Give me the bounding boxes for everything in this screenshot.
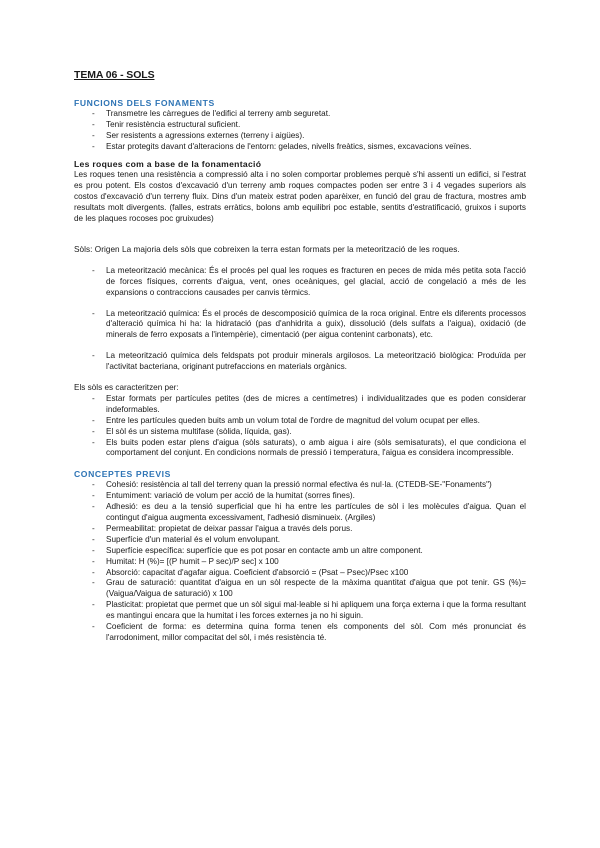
- list-item: - Superfície específica: superfície que es pot posar en contacte amb un altre component.: [74, 546, 526, 557]
- list-item: - Permeabilitat: propietat de deixar passar l'aigua a través dels porus.: [74, 524, 526, 535]
- list-meteoritzacio: [74, 266, 526, 373]
- list-item: - Transmetre les càrregues de l'edifici al terreny amb seguretat.: [74, 109, 526, 120]
- list-item: - Adhesió: es deu a la tensió superficial que hi ha entre les partícules de sòl i les molècules d'aigua. Quan el contingut d'aigua augmenta excessivament, l'adhesió disminueix. (Argiles): [74, 502, 526, 524]
- list-item: - El sòl és un sistema multifase (sòlida, líquida, gas).: [74, 427, 526, 438]
- list-funcions-fonaments: [74, 109, 526, 153]
- list-item: - Entre les partícules queden buits amb un volum total de l'ordre de magnitud del volum ocupat per elles.: [74, 416, 526, 427]
- list-item: - La meteorització química dels feldspats pot produir minerals argilosos. La meteorització biològica: Produïda per l'activitat bacteriana, originant putrefaccions en materials orgànics.: [74, 351, 526, 373]
- list-item: - Plasticitat: propietat que permet que un sòl sigui mal·leable si hi apliquem una força externa i que la forma resultant es mantingui encara que la humitat i les forces externes ja no hi siguin.: [74, 600, 526, 622]
- paragraph-sols-origen: Sòls: Origen La majoria dels sòls que cobreixen la terra estan formats per la meteorització de les roques.: [74, 244, 460, 254]
- heading-funcions-fonaments: FUNCIONS DELS FONAMENTS: [74, 97, 215, 108]
- list-item: - Grau de saturació: quantitat d'aigua en un sòl respecte de la màxima quantitat d'aigua que pot tenir. GS (%)= (Vaigua/Vaigua de saturació) x 100: [74, 578, 526, 600]
- paragraph-caracteritzen: Els sòls es caracteritzen per:: [74, 383, 179, 393]
- paragraph-roques: Les roques tenen una resistència a compressió alta i no solen comportar problemes perquè s'hi assenti un edifici, si l'estrat es prou potent. Els costos d'excavació d'un terreny amb roques compactes poden ser entre 3 i 4 vegades superiors als costos d'excavació d'un terreny fluix. Dins d'un mateix estrat poden aparèixer, en funció del grau de fractura, mostres amb resultats molt divergents. (falles, estrats erràtics, bolons amb equilibri poc estable, sentits d'estratificació, gruixos i suports de les plaques rocoses poc gruixudes): [74, 170, 526, 223]
- list-caracteritzen: [74, 394, 526, 459]
- list-item: - Estar formats per partícules petites (des de micres a centímetres) i individualitzades que es poden considerar indeformables.: [74, 394, 526, 416]
- heading-conceptes-previs: CONCEPTES PREVIS: [74, 469, 171, 480]
- list-item: - Estar protegits davant d'alteracions de l'entorn: gelades, nivells freàtics, sismes, excavacions veïnes.: [74, 142, 526, 153]
- list-item: - Humitat: H (%)= [(P humit – P sec)/P sec] x 100: [74, 557, 526, 568]
- list-item: - Cohesió: resistència al tall del terreny quan la pressió normal efectiva és nul·la. (CTEDB-SE-"Fonaments"): [74, 480, 526, 491]
- list-conceptes-previs: [74, 480, 526, 644]
- list-item: - Tenir resistència estructural suficient.: [74, 120, 526, 131]
- list-item: - La meteorització química: És el procés de descomposició química de la roca original. Entre els diferents processos d'alteració química hi ha: la hidratació (pas d'anhidrita a guix), dissolució (dels sulfats a l'aigua), oxidació (de minerals de ferro exposats a l'intempèrie), cimentació (per aigua contenint carbonats), etc.: [74, 309, 526, 342]
- list-item: - Superfície d'un material és el volum envolupant.: [74, 535, 526, 546]
- page-title: TEMA 06 - SOLS: [74, 69, 155, 81]
- heading-roques: Les roques com a base de la fonamentació: [74, 159, 262, 170]
- list-item: - La meteorització mecànica: És el procés pel qual les roques es fracturen en peces de mida més petita sota l'acció de forces físiques, corrents d'aigua, vent, ones oceàniques, gel glacial, acció de congelació a més de les expansions o contraccions causades per canvis tèrmics.: [74, 266, 526, 299]
- list-item: - Els buits poden estar plens d'aigua (sòls saturats), o amb aigua i aire (sòls semisaturats), el que condiciona el comportament del conjunt. En condicions normals de pressió i temperatura, l'aigua es considera incompressible.: [74, 438, 526, 460]
- list-item: - Ser resistents a agressions externes (terreny i aigües).: [74, 131, 526, 142]
- list-item: - Absorció: capacitat d'agafar aigua. Coeficient d'absorció = (Psat – Psec)/Psec x100: [74, 568, 526, 579]
- document-content: [74, 70, 526, 644]
- list-item: - Entumiment: variació de volum per acció de la humitat (sorres fines).: [74, 491, 526, 502]
- list-item: - Coeficient de forma: es determina quina forma tenen els components del sòl. Com més pronunciat és l'arrodoniment, millor compacitat del sòl, i més resistència té.: [74, 622, 526, 644]
